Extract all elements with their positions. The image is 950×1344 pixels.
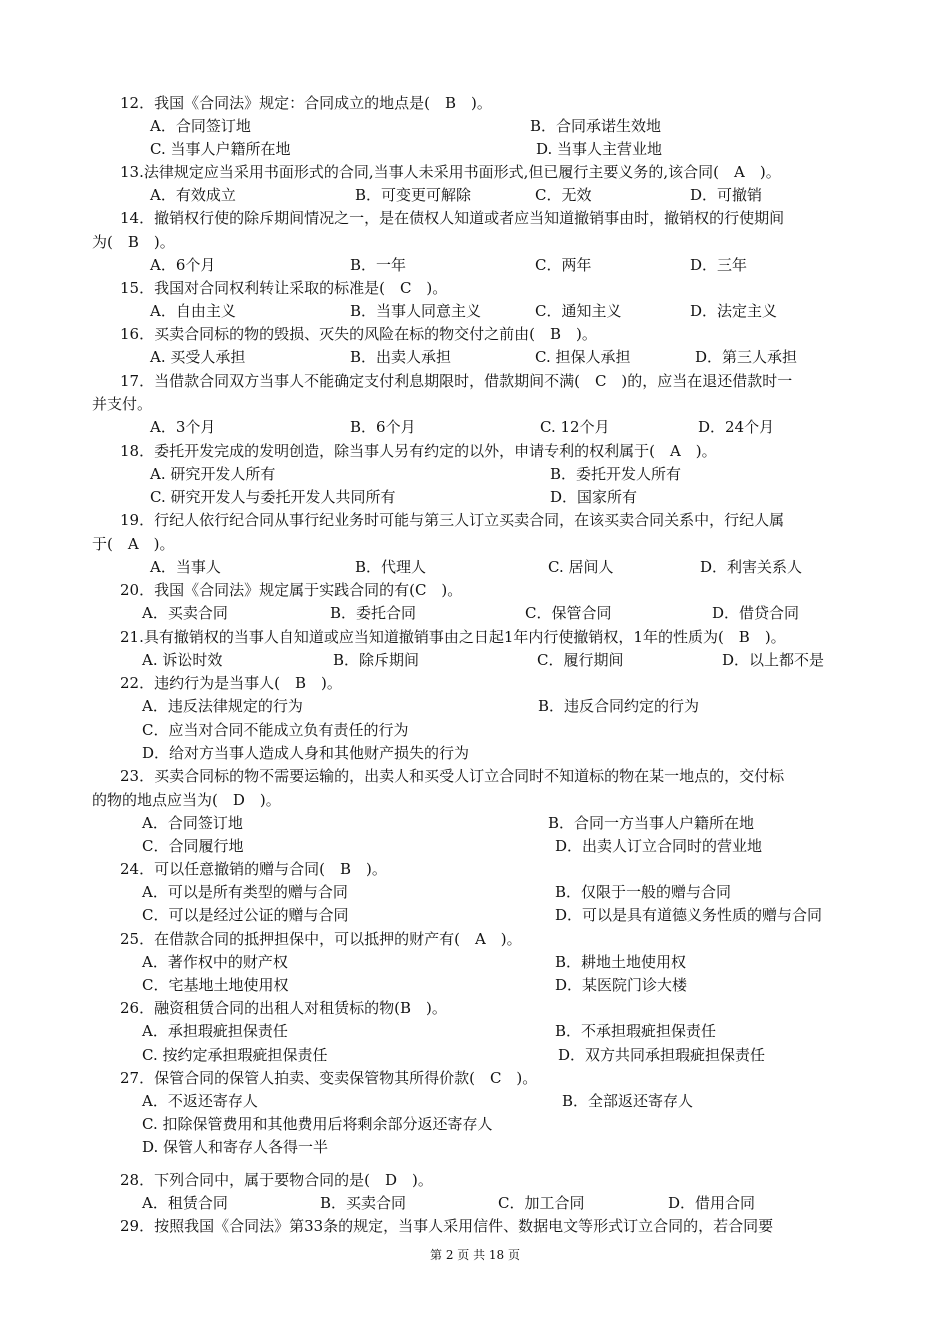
- q13-option-d: D．可撤销: [690, 186, 763, 204]
- q25-option-c: C．宅基地土地使用权: [142, 976, 289, 994]
- q25-option-a: A．著作权中的财产权: [142, 953, 288, 971]
- q24-option-d: D．可以是具有道德义务性质的赠与合同: [555, 906, 823, 924]
- q18-option-c: C. 研究开发人与委托开发人共同所有: [150, 488, 396, 506]
- q14-option-d: D．三年: [690, 256, 748, 274]
- q18-option-a: A. 研究开发人所有: [150, 465, 276, 483]
- q16-option-b: B．出卖人承担: [350, 348, 452, 366]
- q22-option-b: B．违反合同约定的行为: [538, 697, 700, 715]
- question-26: 26．融资租赁合同的出租人对租赁标的物(B )。: [120, 999, 447, 1017]
- question-15: 15．我国对合同权利转让采取的标准是( C )。: [120, 279, 448, 297]
- q24-option-c: C．可以是经过公证的赠与合同: [142, 906, 349, 924]
- q20-option-d: D．借贷合同: [712, 604, 800, 622]
- q16-option-d: D．第三人承担: [695, 348, 798, 366]
- q28-option-c: C．加工合同: [498, 1194, 585, 1212]
- question-14-cont: 为( B )。: [92, 233, 175, 251]
- q23-option-c: C．合同履行地: [142, 837, 244, 855]
- question-19-cont: 于( A )。: [92, 535, 175, 553]
- question-13: 13.法律规定应当采用书面形式的合同,当事人未采用书面形式,但已履行主要义务的,该合同( A )。: [120, 163, 781, 181]
- question-17: 17．当借款合同双方当事人不能确定支付利息期限时，借款期间不满( C )的，应当在退还借款时一: [120, 372, 793, 390]
- question-21: 21.具有撤销权的当事人自知道或应当知道撤销事由之日起1年内行使撤销权，1年的性质为( B )。: [120, 628, 786, 646]
- q15-option-a: A．自由主义: [150, 302, 236, 320]
- q28-option-d: D．借用合同: [668, 1194, 756, 1212]
- q12-option-a: A．合同签订地: [150, 117, 251, 135]
- q24-option-b: B．仅限于一般的赠与合同: [555, 883, 732, 901]
- q21-option-c: C．履行期间: [537, 651, 624, 669]
- q14-option-c: C．两年: [535, 256, 592, 274]
- question-12: 12．我国《合同法》规定：合同成立的地点是( B )。: [120, 94, 492, 112]
- q20-option-c: C．保管合同: [525, 604, 612, 622]
- question-27: 27．保管合同的保管人拍卖、变卖保管物其所得价款( C )。: [120, 1069, 538, 1087]
- q23-option-b: B．合同一方当事人户籍所在地: [548, 814, 755, 832]
- q21-option-d: D．以上都不是: [722, 651, 825, 669]
- page-footer: 第 2 页 共 18 页: [430, 1248, 520, 1262]
- q26-option-d: D．双方共同承担瑕疵担保责任: [558, 1046, 766, 1064]
- q23-option-d: D．出卖人订立合同时的营业地: [555, 837, 763, 855]
- q27-option-b: B．全部返还寄存人: [562, 1092, 694, 1110]
- q22-option-c: C．应当对合同不能成立负有责任的行为: [142, 721, 409, 739]
- q25-option-d: D．某医院门诊大楼: [555, 976, 688, 994]
- q20-option-a: A．买卖合同: [142, 604, 228, 622]
- q13-option-b: B．可变更可解除: [355, 186, 472, 204]
- q17-option-a: A．3个月: [150, 418, 216, 436]
- q26-option-a: A．承担瑕疵担保责任: [142, 1022, 288, 1040]
- q27-option-c: C. 扣除保管费用和其他费用后将剩余部分返还寄存人: [142, 1115, 493, 1133]
- question-24: 24．可以任意撤销的赠与合同( B )。: [120, 860, 387, 878]
- q19-option-b: B．代理人: [355, 558, 427, 576]
- q19-option-d: D．利害关系人: [700, 558, 803, 576]
- question-23: 23．买卖合同标的物不需要运输的，出卖人和买受人订立合同时不知道标的物在某一地点的，交付标: [120, 767, 785, 785]
- q16-option-a: A. 买受人承担: [150, 348, 246, 366]
- q21-option-a: A. 诉讼时效: [142, 651, 223, 669]
- question-25: 25．在借款合同的抵押担保中，可以抵押的财产有( A )。: [120, 930, 522, 948]
- q22-option-a: A．违反法律规定的行为: [142, 697, 303, 715]
- q12-option-b: B．合同承诺生效地: [530, 117, 662, 135]
- q26-option-b: B．不承担瑕疵担保责任: [555, 1022, 717, 1040]
- question-18: 18．委托开发完成的发明创造，除当事人另有约定的以外，申请专利的权利属于( A )。: [120, 442, 717, 460]
- q13-option-a: A．有效成立: [150, 186, 236, 204]
- q18-option-b: B．委托开发人所有: [550, 465, 682, 483]
- q19-option-c: C. 居间人: [548, 558, 614, 576]
- question-16: 16．买卖合同标的物的毁损、灭失的风险在标的物交付之前由( B )。: [120, 325, 597, 343]
- question-19: 19．行纪人依行纪合同从事行纪业务时可能与第三人订立买卖合同，在该买卖合同关系中，行纪人属: [120, 511, 785, 529]
- q13-option-c: C．无效: [535, 186, 592, 204]
- question-28: 28．下列合同中，属于要物合同的是( D )。: [120, 1171, 433, 1189]
- q14-option-b: B．一年: [350, 256, 407, 274]
- q24-option-a: A．可以是所有类型的赠与合同: [142, 883, 348, 901]
- q21-option-b: B．除斥期间: [333, 651, 420, 669]
- question-14: 14．撤销权行使的除斥期间情况之一，是在债权人知道或者应当知道撤销事由时，撤销权的行使期间: [120, 209, 785, 227]
- q14-option-a: A．6个月: [150, 256, 216, 274]
- q28-option-a: A．租赁合同: [142, 1194, 228, 1212]
- q20-option-b: B．委托合同: [330, 604, 417, 622]
- q17-option-c: C. 12个月: [540, 418, 610, 436]
- question-17-cont: 并支付。: [92, 395, 153, 413]
- q22-option-d: D．给对方当事人造成人身和其他财产损失的行为: [142, 744, 470, 762]
- q17-option-b: B．6个月: [350, 418, 416, 436]
- q26-option-c: C. 按约定承担瑕疵担保责任: [142, 1046, 328, 1064]
- q15-option-d: D．法定主义: [690, 302, 778, 320]
- question-23-cont: 的物的地点应当为( D )。: [92, 791, 281, 809]
- q28-option-b: B．买卖合同: [320, 1194, 407, 1212]
- q27-option-d: D. 保管人和寄存人各得一半: [142, 1138, 329, 1156]
- q12-option-d: D. 当事人主营业地: [536, 140, 663, 158]
- question-29: 29．按照我国《合同法》第33条的规定，当事人采用信件、数据电文等形式订立合同的，若合同要: [120, 1217, 774, 1235]
- q12-option-c: C. 当事人户籍所在地: [150, 140, 291, 158]
- q17-option-d: D．24个月: [698, 418, 775, 436]
- q19-option-a: A．当事人: [150, 558, 221, 576]
- q16-option-c: C. 担保人承担: [535, 348, 631, 366]
- q15-option-b: B．当事人同意主义: [350, 302, 482, 320]
- question-20: 20．我国《合同法》规定属于实践合同的有(C )。: [120, 581, 463, 599]
- q27-option-a: A．不返还寄存人: [142, 1092, 258, 1110]
- question-22: 22．违约行为是当事人( B )。: [120, 674, 342, 692]
- q18-option-d: D．国家所有: [550, 488, 638, 506]
- q23-option-a: A．合同签订地: [142, 814, 243, 832]
- q25-option-b: B．耕地土地使用权: [555, 953, 687, 971]
- q15-option-c: C．通知主义: [535, 302, 622, 320]
